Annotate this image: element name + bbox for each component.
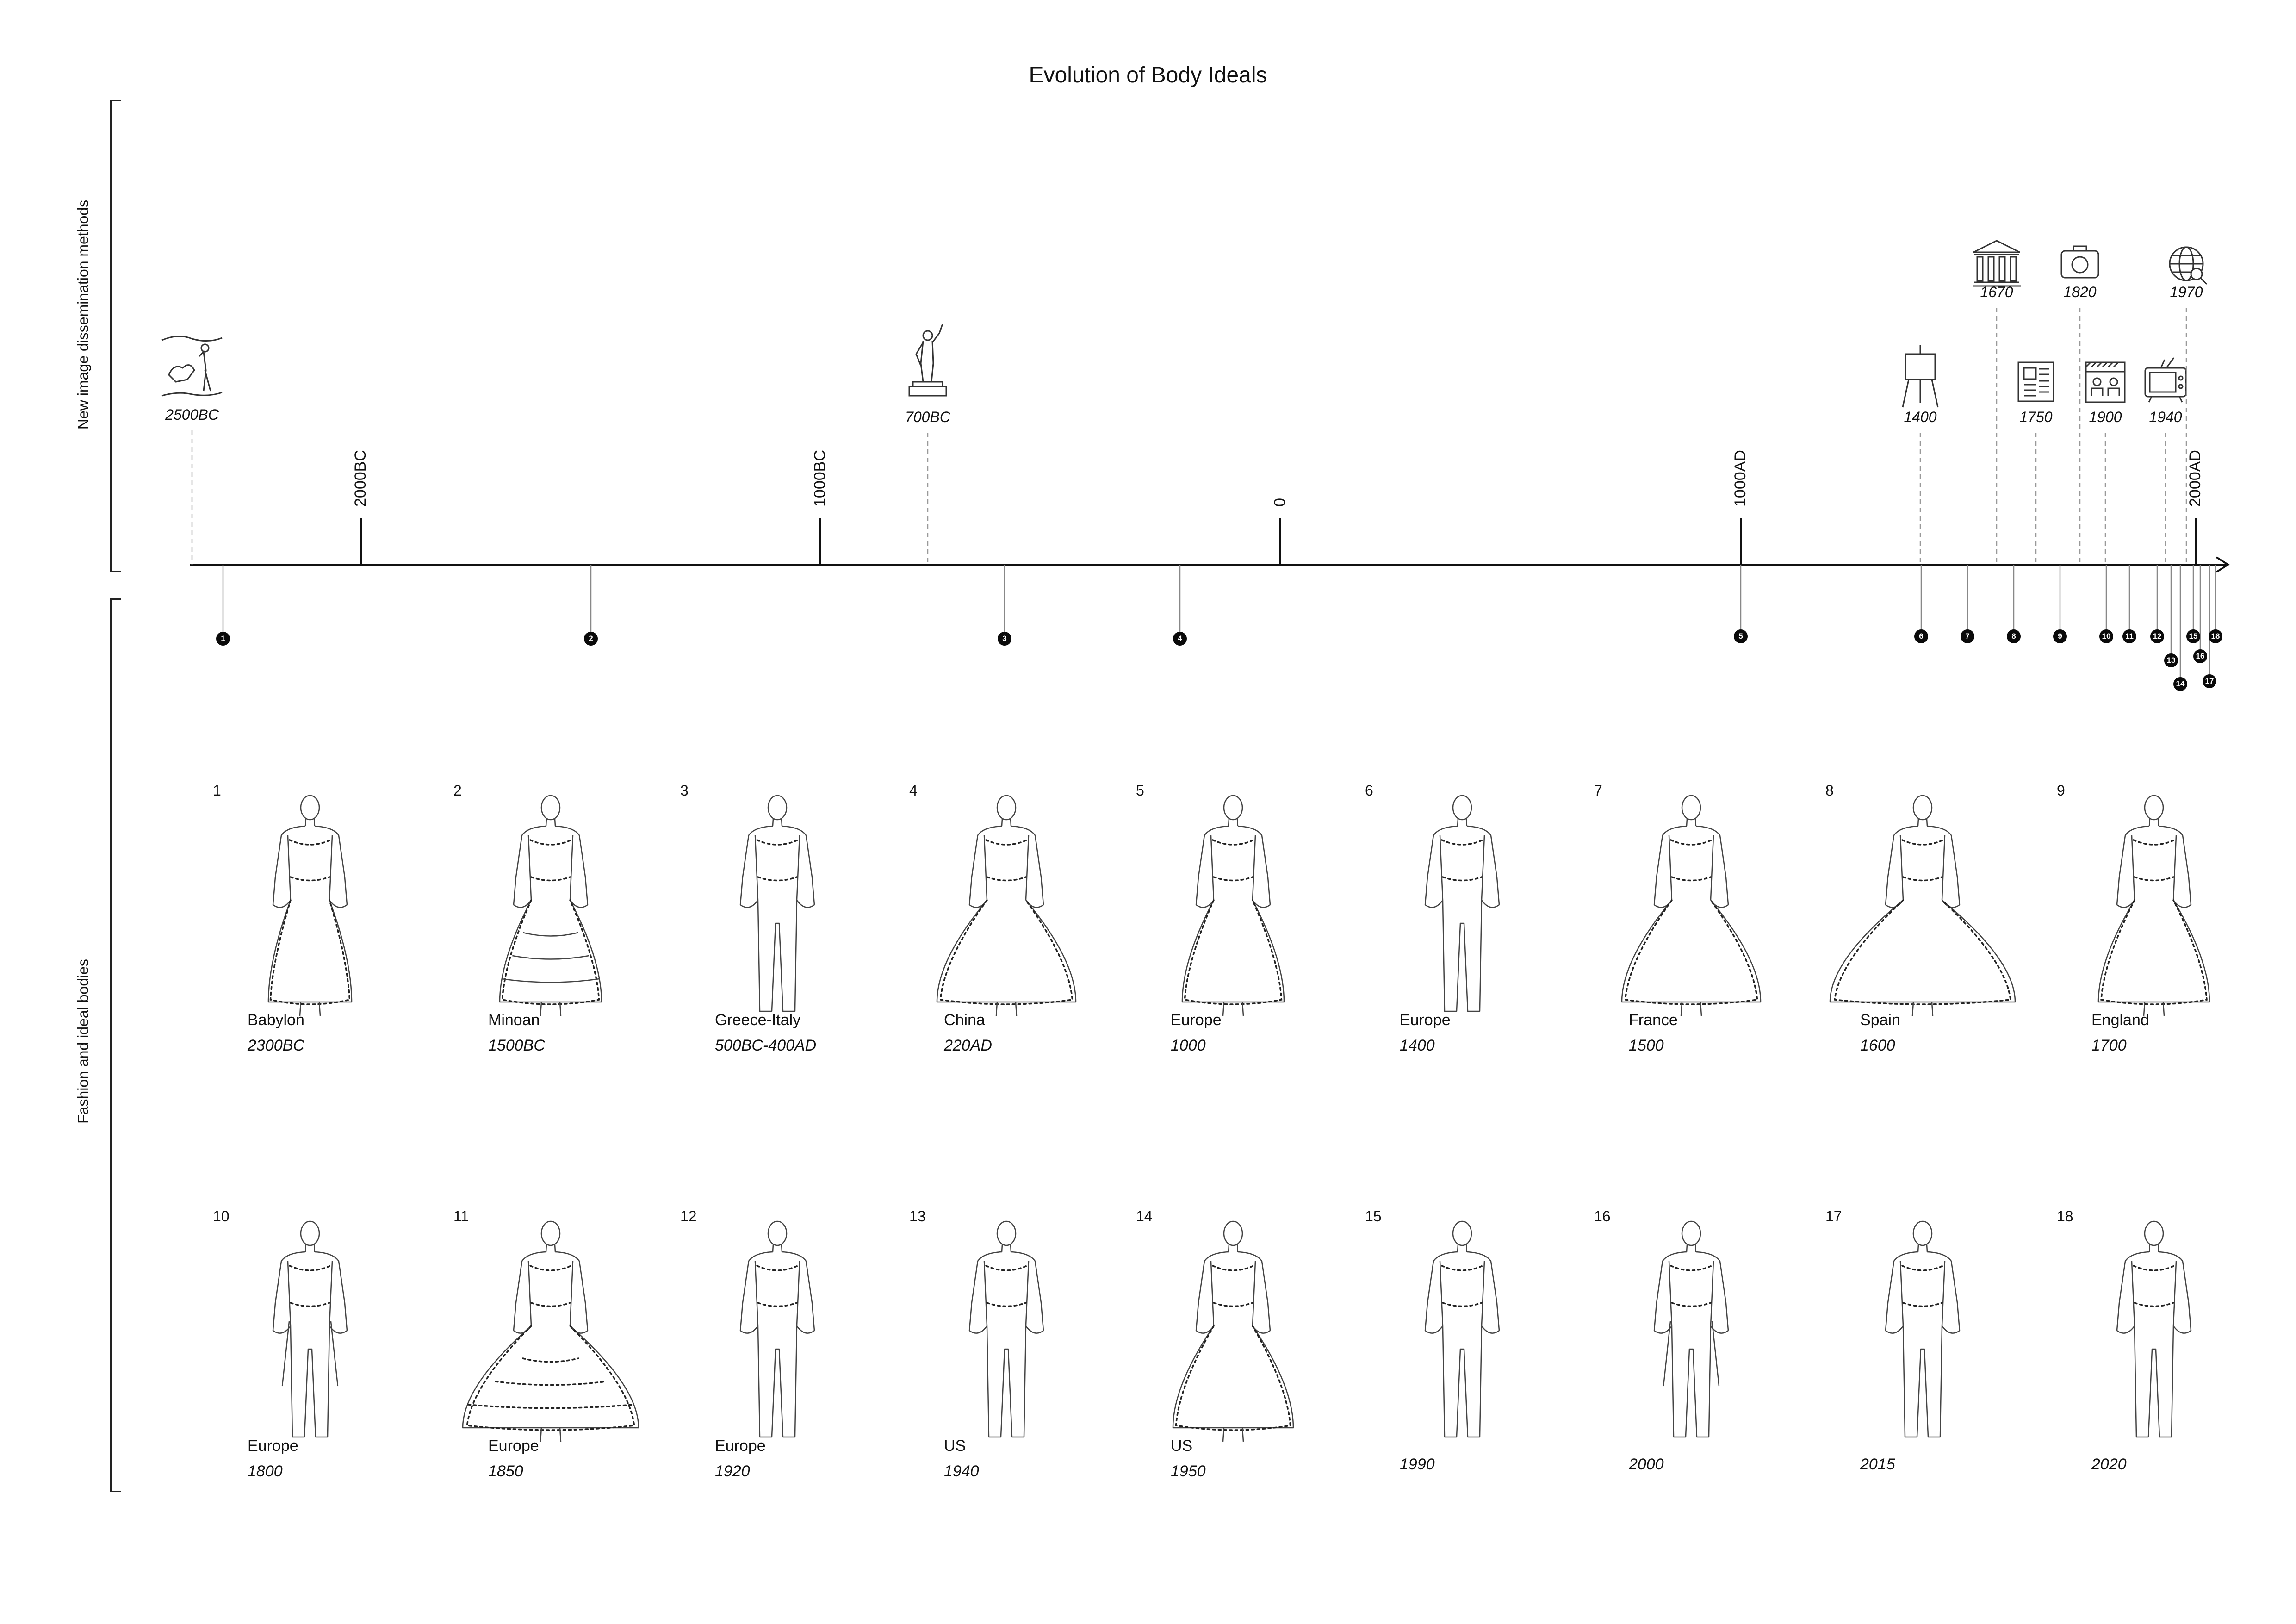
period-marker: 6 xyxy=(1914,629,1928,643)
figure-region: France xyxy=(1629,1011,1678,1029)
figure-number: 11 xyxy=(453,1208,469,1225)
figure-year: 1700 xyxy=(2091,1037,2127,1054)
period-marker: 16 xyxy=(2193,649,2207,663)
bottom-section-label: Fashion and ideal bodies xyxy=(74,959,92,1124)
figure-illustration-bell xyxy=(1613,784,1770,1025)
figure-region: Europe xyxy=(1400,1011,1451,1029)
easel-icon xyxy=(1903,345,1938,407)
figure-year: 220AD xyxy=(944,1037,992,1054)
period-marker: 7 xyxy=(1961,629,1974,643)
figure-year: 1400 xyxy=(1400,1037,1435,1054)
axis-tick-label: 1000AD xyxy=(1731,450,1749,507)
figure-region: Greece-Italy xyxy=(715,1011,801,1029)
figure-region: Spain xyxy=(1860,1011,1900,1029)
period-marker: 2 xyxy=(584,632,598,646)
period-marker: 5 xyxy=(1734,629,1748,643)
top-section-label: New image dissemination methods xyxy=(74,199,92,430)
figure-year: 2020 xyxy=(2091,1456,2127,1473)
page-title: Evolution of Body Ideals xyxy=(1029,63,1267,87)
camera-icon xyxy=(2061,246,2098,278)
figure-number: 13 xyxy=(909,1208,926,1225)
media-year-label: 1820 xyxy=(2063,284,2097,300)
figure-number: 7 xyxy=(1594,782,1602,799)
period-marker: 17 xyxy=(2203,674,2216,688)
axis-tick-label: 2000BC xyxy=(352,450,369,507)
figure-number: 15 xyxy=(1365,1208,1382,1225)
period-marker: 9 xyxy=(2053,629,2067,643)
figure-illustration-flapper xyxy=(699,1210,856,1451)
figure-illustration-tiered xyxy=(231,784,389,1025)
media-year-label: 1670 xyxy=(1980,284,2013,300)
figure-year: 1500 xyxy=(1629,1037,1664,1054)
figure-year: 2015 xyxy=(1860,1456,1895,1473)
figure-illustration-athletic xyxy=(1844,1210,2001,1451)
figure-number: 2 xyxy=(453,782,462,799)
figure-number: 1 xyxy=(213,782,221,799)
period-marker: 4 xyxy=(1173,632,1187,646)
figure-number: 17 xyxy=(1825,1208,1842,1225)
figure-number: 16 xyxy=(1594,1208,1611,1225)
figure-year: 2300BC xyxy=(248,1037,304,1054)
figure-year: 1940 xyxy=(944,1462,979,1480)
period-marker: 13 xyxy=(2164,653,2178,667)
figure-number: 18 xyxy=(2057,1208,2073,1225)
media-year-label: 2500BC xyxy=(165,406,219,423)
figure-illustration-swing xyxy=(1154,1210,1312,1451)
media-year-label: 1750 xyxy=(2019,409,2053,425)
figure-year: 1500BC xyxy=(488,1037,545,1054)
figure-illustration-robe xyxy=(928,784,1085,1025)
figure-region: Minoan xyxy=(488,1011,540,1029)
period-marker: 3 xyxy=(998,632,1011,646)
internet-globe-icon xyxy=(2170,247,2207,284)
figure-number: 8 xyxy=(1825,782,1834,799)
axis-tick-label: 0 xyxy=(1271,498,1289,507)
figure-region: England xyxy=(2091,1011,2149,1029)
figure-illustration-suit xyxy=(928,1210,1085,1451)
figure-region: US xyxy=(1171,1437,1193,1455)
media-year-label: 1900 xyxy=(2089,409,2122,425)
figure-illustration-gown xyxy=(1154,784,1312,1025)
figure-year: 1600 xyxy=(1860,1037,1895,1054)
figure-illustration-hoop xyxy=(472,1210,629,1451)
figure-illustration-column xyxy=(699,784,856,1025)
figure-year: 1800 xyxy=(248,1462,283,1480)
figure-number: 10 xyxy=(213,1208,230,1225)
period-marker: 15 xyxy=(2186,629,2200,643)
figure-number: 9 xyxy=(2057,782,2065,799)
period-marker: 11 xyxy=(2122,629,2136,643)
figure-region: Europe xyxy=(715,1437,766,1455)
figure-number: 12 xyxy=(680,1208,697,1225)
figure-number: 14 xyxy=(1136,1208,1153,1225)
television-icon xyxy=(2145,358,2186,402)
figure-region: Europe xyxy=(488,1437,539,1455)
figure-year: 1950 xyxy=(1171,1462,1206,1480)
period-marker: 12 xyxy=(2150,629,2164,643)
figure-year: 1000 xyxy=(1171,1037,1206,1054)
axis-tick-label: 1000BC xyxy=(811,450,829,507)
figure-number: 4 xyxy=(909,782,918,799)
figure-year: 1850 xyxy=(488,1462,523,1480)
media-year-label: 1970 xyxy=(2170,284,2203,300)
statue-icon xyxy=(909,324,946,396)
figure-year: 500BC-400AD xyxy=(715,1037,817,1054)
period-marker: 18 xyxy=(2209,629,2222,643)
figure-illustration-doublet xyxy=(1384,784,1541,1025)
cave-painting-icon xyxy=(162,336,222,396)
newspaper-icon xyxy=(2018,362,2054,401)
period-marker: 10 xyxy=(2099,629,2113,643)
figure-year: 1990 xyxy=(1400,1456,1435,1473)
figure-illustration-jeans xyxy=(2075,1210,2233,1451)
figure-illustration-blazer xyxy=(1613,1210,1770,1451)
figure-year: 1920 xyxy=(715,1462,750,1480)
figure-illustration-bustle xyxy=(2075,784,2233,1025)
figure-region: China xyxy=(944,1011,985,1029)
figure-region: US xyxy=(944,1437,966,1455)
media-year-label: 1940 xyxy=(2149,409,2182,425)
figure-region: Europe xyxy=(1171,1011,1222,1029)
figure-illustration-tailcoat xyxy=(231,1210,389,1451)
media-year-label: 700BC xyxy=(905,409,950,425)
museum-icon xyxy=(1973,241,2021,286)
figure-number: 3 xyxy=(680,782,689,799)
period-marker: 14 xyxy=(2173,677,2187,691)
period-marker: 8 xyxy=(2007,629,2021,643)
media-year-label: 1400 xyxy=(1904,409,1937,425)
figure-illustration-slim xyxy=(1384,1210,1541,1451)
figure-illustration-crinoline xyxy=(472,784,629,1025)
period-marker: 1 xyxy=(216,632,230,646)
cinema-icon xyxy=(2086,362,2125,402)
figure-region: Babylon xyxy=(248,1011,304,1029)
figure-number: 5 xyxy=(1136,782,1144,799)
figure-year: 2000 xyxy=(1629,1456,1664,1473)
figure-number: 6 xyxy=(1365,782,1373,799)
figure-region: Europe xyxy=(248,1437,298,1455)
figure-illustration-farthingale xyxy=(1844,784,2001,1025)
axis-tick-label: 2000AD xyxy=(2186,450,2204,507)
